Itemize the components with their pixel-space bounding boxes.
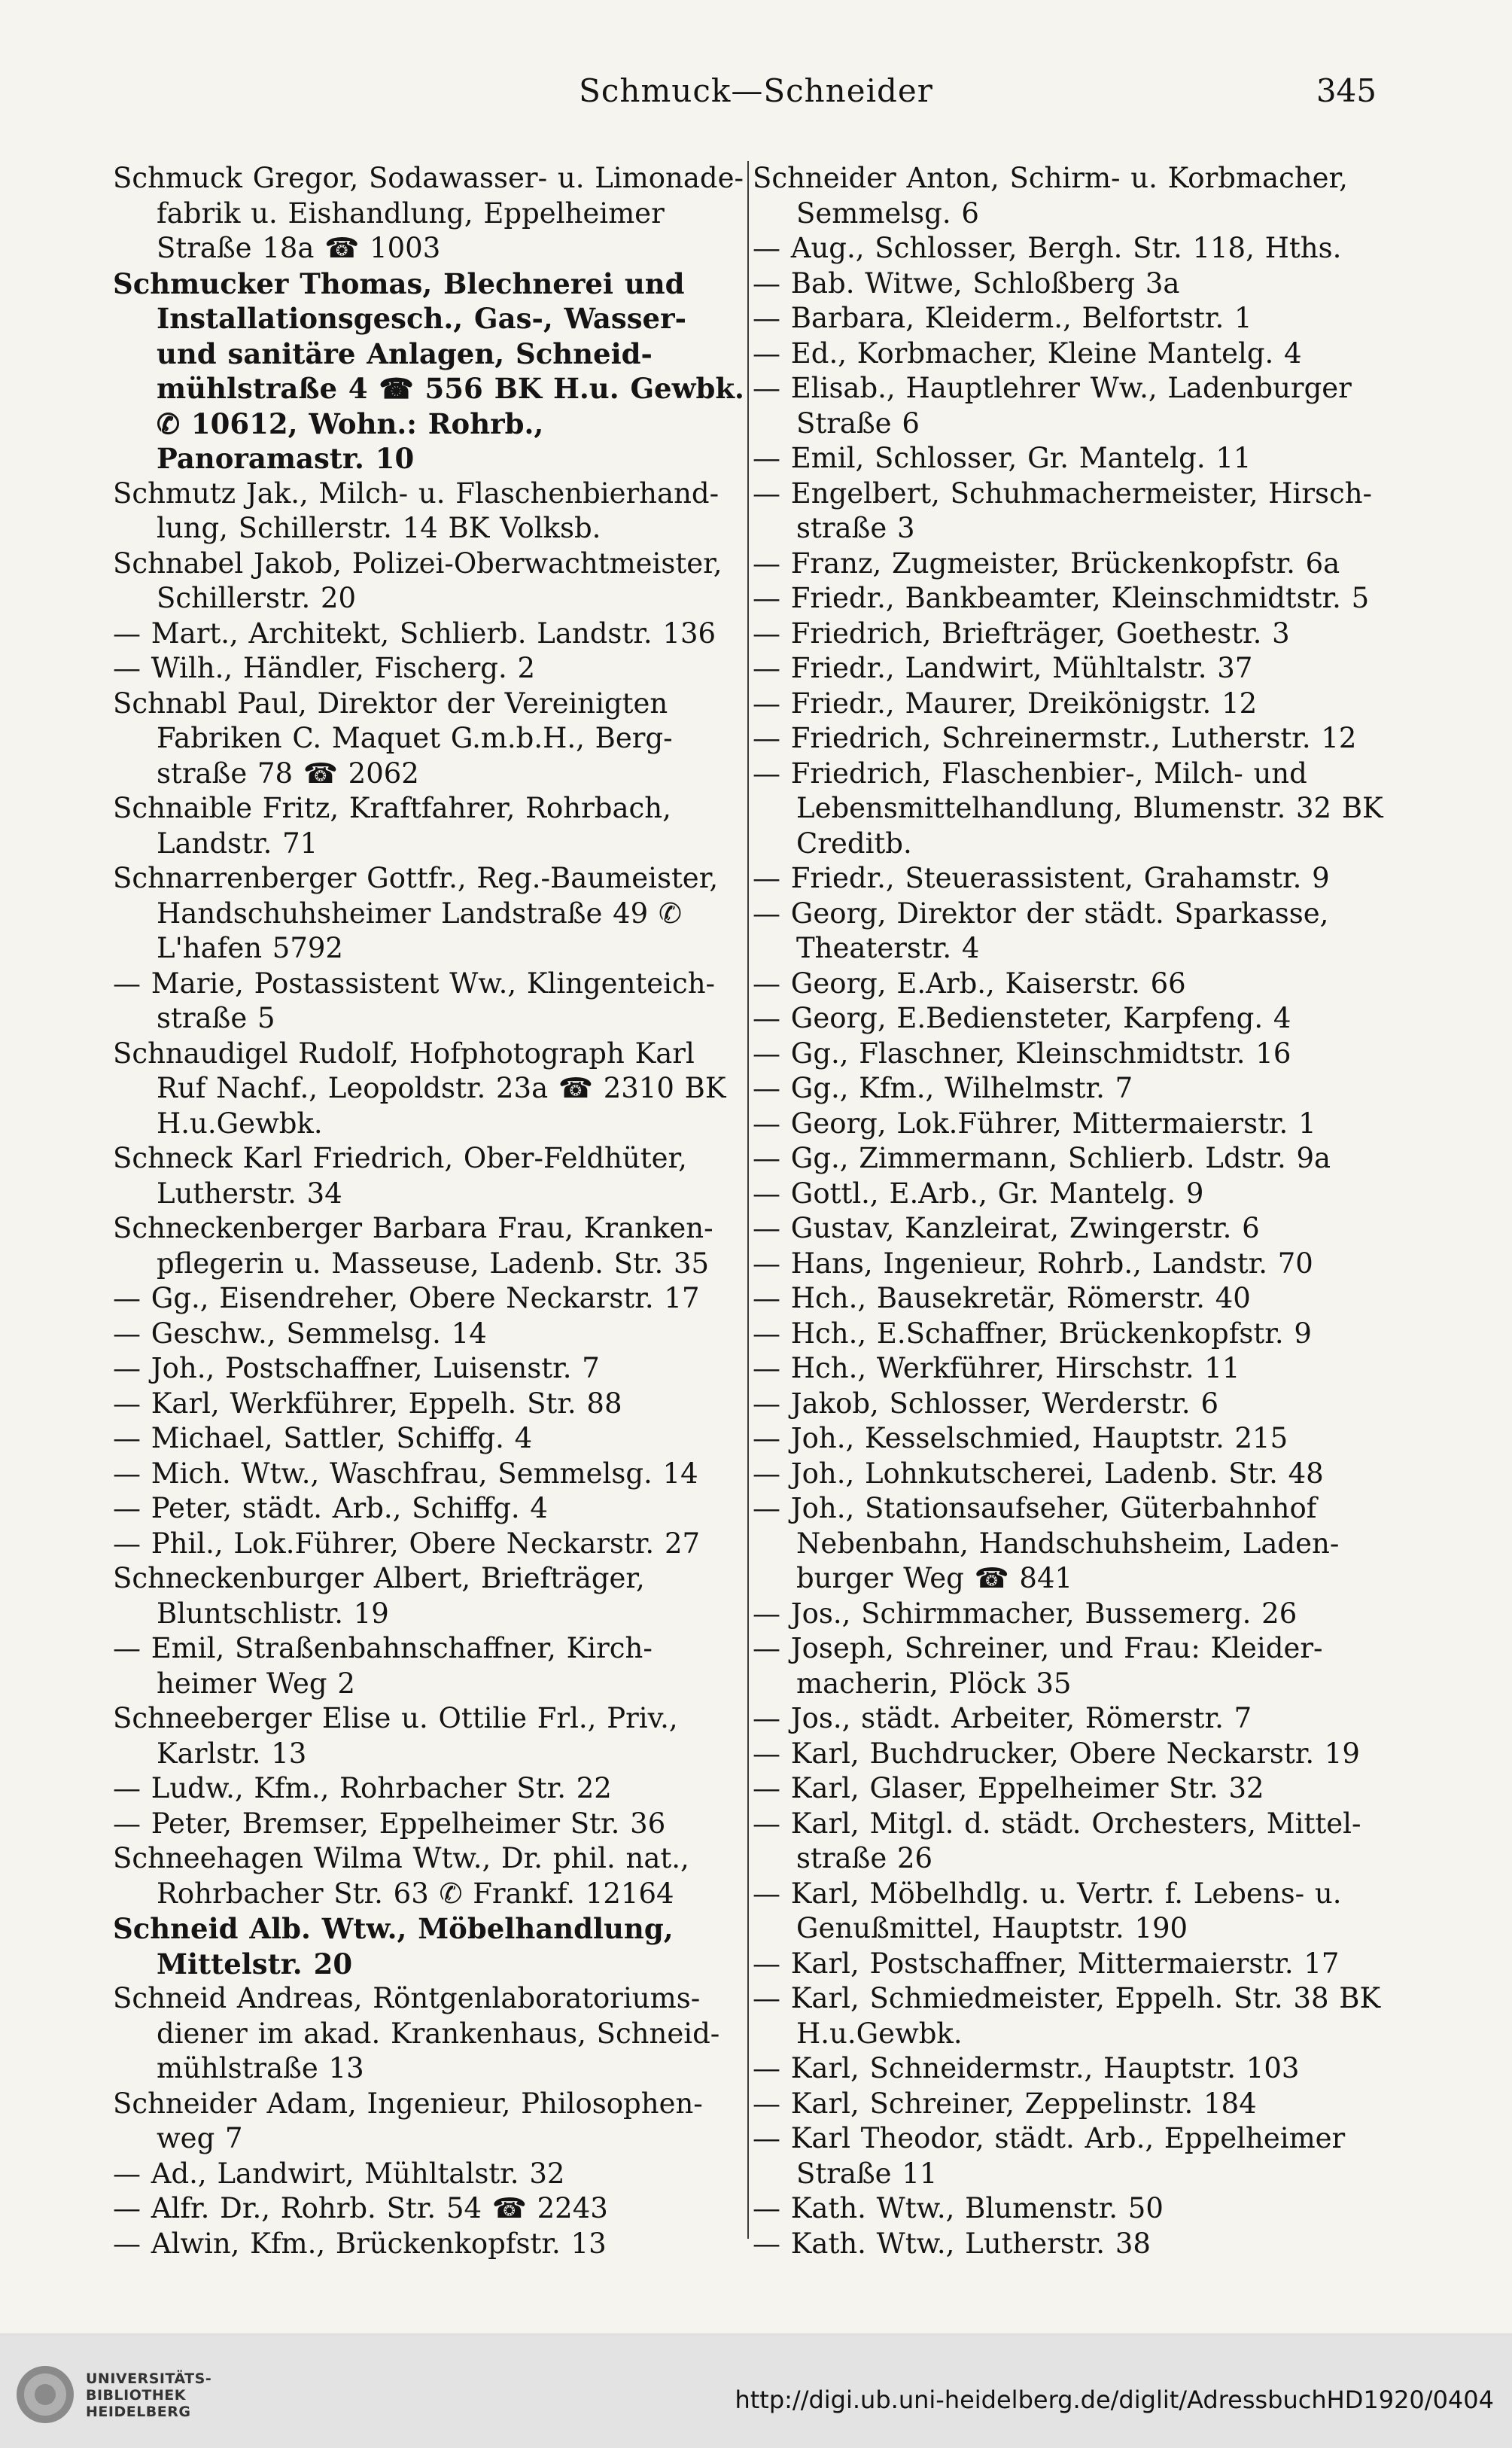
directory-entry: Schnabl Paul, Direktor der Vereinigten Fabriken C. Maquet G.m.b.H., Berg-straße 78 ☎ 2062 [113,687,673,790]
directory-entry: Schnabel Jakob, Polizei-Oberwachtmeister, Schillerstr. 20 [113,547,723,614]
column-divider [747,161,749,2239]
directory-entry: — Geschw., Semmelsg. 14 [113,1317,487,1350]
directory-entry: — Wilh., Händler, Fischerg. 2 [113,652,536,684]
directory-entry: — Karl, Schneidermstr., Hauptstr. 103 [753,2052,1300,2084]
directory-entry: — Joh., Postschaffner, Luisenstr. 7 [113,1352,600,1384]
directory-entry: — Gg., Kfm., Wilhelmstr. 7 [753,1072,1133,1104]
directory-entry: — Joh., Lohnkutscherei, Ladenb. Str. 48 [753,1457,1324,1490]
directory-entry: — Peter, Bremser, Eppelheimer Str. 36 [113,1807,666,1840]
directory-entry: — Karl Theodor, städt. Arb., Eppelheimer Straße 11 [753,2122,1346,2190]
directory-entry: Schneider Adam, Ingenieur, Philosophen-weg 7 [113,2087,703,2154]
directory-entry: — Emil, Straßenbahnschaffner, Kirch-heimer Weg 2 [113,1632,653,1700]
directory-entry: — Georg, E.Bediensteter, Karpfeng. 4 [753,1002,1291,1034]
directory-entry: — Aug., Schlosser, Bergh. Str. 118, Hths. [753,232,1342,264]
directory-entry: Schnaible Fritz, Kraftfahrer, Rohrbach, Landstr. 71 [113,792,671,860]
directory-entry: Schneid Andreas, Röntgenlaboratoriums-diener im akad. Krankenhaus, Schneid-mühlstraße 13 [113,1982,720,2084]
directory-entry: — Jos., städt. Arbeiter, Römerstr. 7 [753,1702,1252,1734]
directory-entry: Schneeberger Elise u. Ottilie Frl., Priv., Karlstr. 13 [113,1702,678,1770]
directory-entry: — Gg., Eisendreher, Obere Neckarstr. 17 [113,1282,700,1314]
directory-entry: Schmuck Gregor, Sodawasser- u. Limonade-fabrik u. Eishandlung, Eppelheimer Straße 18a ☎ 1003 [113,162,744,264]
directory-entry: — Michael, Sattler, Schiffg. 4 [113,1422,533,1454]
directory-entry: Schneehagen Wilma Wtw., Dr. phil. nat., Rohrbacher Str. 63 ✆ Frankf. 12164 [113,1842,689,1910]
directory-entry: — Karl, Schreiner, Zeppelinstr. 184 [753,2087,1257,2120]
directory-entry: — Gg., Zimmermann, Schlierb. Ldstr. 9a [753,1142,1331,1174]
institution-line: UNIVERSITÄTS- [86,2370,212,2387]
institution-line: HEIDELBERG [86,2404,191,2420]
directory-entry: — Jakob, Schlosser, Werderstr. 6 [753,1387,1218,1420]
directory-entry: — Karl, Buchdrucker, Obere Neckarstr. 19 [753,1737,1360,1770]
directory-entry: — Friedr., Bankbeamter, Kleinschmidtstr. 5 [753,582,1370,614]
source-url[interactable]: http://digi.ub.uni-heidelberg.de/diglit/AdressbuchHD1920/0404 [735,2386,1494,2414]
university-seal-icon [15,2364,75,2425]
directory-entry: — Mich. Wtw., Waschfrau, Semmelsg. 14 [113,1457,698,1490]
directory-entry: — Joseph, Schreiner, und Frau: Kleider-macherin, Plöck 35 [753,1632,1323,1700]
directory-entry: — Friedr., Maurer, Dreikönigstr. 12 [753,687,1258,720]
right-column [753,161,1392,2261]
directory-entry: — Friedr., Landwirt, Mühltalstr. 37 [753,652,1253,684]
directory-entry: — Barbara, Kleiderm., Belfortstr. 1 [753,302,1252,334]
directory-entry: — Mart., Architekt, Schlierb. Landstr. 136 [113,617,716,650]
directory-entry: Schneckenburger Albert, Briefträger, Bluntschlistr. 19 [113,1562,645,1630]
directory-entry: — Gottl., E.Arb., Gr. Mantelg. 9 [753,1177,1204,1210]
directory-entry: Schneck Karl Friedrich, Ober-Feldhüter, Lutherstr. 34 [113,1142,687,1210]
directory-entry: — Elisab., Hauptlehrer Ww., Ladenburger Straße 6 [753,372,1352,440]
directory-entry: — Karl, Mitgl. d. städt. Orchesters, Mittel-straße 26 [753,1807,1361,1874]
directory-entry: Schmucker Thomas, Blechnerei und Installationsgesch., Gas-, Wasser- und sanitäre Anlagen, Schneid-mühlstraße 4 ☎ 556 BK H.u. Gewbk. ✆ 10612, Wohn.: Rohrb., Panoramastr. 10 [113,266,744,475]
directory-entry: — Friedrich, Briefträger, Goethestr. 3 [753,617,1290,650]
directory-entry: Schnaudigel Rudolf, Hofphotograph Karl Ruf Nachf., Leopoldstr. 23a ☎ 2310 BK H.u.Gewbk. [113,1037,726,1140]
directory-entry: — Marie, Postassistent Ww., Klingenteich-straße 5 [113,967,716,1034]
directory-entry: — Phil., Lok.Führer, Obere Neckarstr. 27 [113,1527,701,1560]
directory-entry: Schneckenberger Barbara Frau, Kranken-pflegerin u. Masseuse, Ladenb. Str. 35 [113,1212,713,1280]
directory-entry: — Friedrich, Schreinermstr., Lutherstr. 12 [753,722,1357,754]
directory-entry: — Friedrich, Flaschenbier-, Milch- und Lebensmittelhandlung, Blumenstr. 32 BK Creditb. [753,757,1383,860]
directory-entry: — Ludw., Kfm., Rohrbacher Str. 22 [113,1772,612,1804]
institution-line: BIBLIOTHEK [86,2387,186,2404]
directory-entry: — Karl, Postschaffner, Mittermaierstr. 17 [753,1947,1340,1980]
directory-entry: — Engelbert, Schuhmachermeister, Hirsch-straße 3 [753,477,1373,544]
directory-entry: — Gg., Flaschner, Kleinschmidtstr. 16 [753,1037,1291,1070]
directory-entry: — Georg, Lok.Führer, Mittermaierstr. 1 [753,1107,1316,1140]
directory-entry: — Karl, Glaser, Eppelheimer Str. 32 [753,1772,1264,1804]
directory-entry: — Emil, Schlosser, Gr. Mantelg. 11 [753,442,1252,474]
directory-entry: Schmutz Jak., Milch- u. Flaschenbierhand-lung, Schillerstr. 14 BK Volksb. [113,477,719,544]
directory-entry: — Hch., E.Schaffner, Brückenkopfstr. 9 [753,1317,1312,1350]
institution-name [86,2370,211,2420]
directory-entry: Schneider Anton, Schirm- u. Korbmacher, Semmelsg. 6 [753,162,1348,230]
directory-entry: — Karl, Möbelhdlg. u. Vertr. f. Lebens- u. Genußmittel, Hauptstr. 190 [753,1877,1342,1944]
footer-bar [0,2334,1512,2448]
directory-entry: Schnarrenberger Gottfr., Reg.-Baumeister, Handschuhsheimer Landstraße 49 ✆ L'hafen 5792 [113,862,719,964]
directory-entry: — Hch., Bausekretär, Römerstr. 40 [753,1282,1251,1314]
directory-entry: — Alfr. Dr., Rohrb. Str. 54 ☎ 2243 [113,2192,608,2224]
directory-entry: — Joh., Stationsaufseher, Güterbahnhof Nebenbahn, Handschuhsheim, Laden-burger Weg ☎ 841 [753,1492,1340,1594]
directory-entry: — Franz, Zugmeister, Brückenkopfstr. 6a [753,547,1340,580]
directory-entry: — Kath. Wtw., Lutherstr. 38 [753,2227,1151,2260]
directory-entry: — Joh., Kesselschmied, Hauptstr. 215 [753,1422,1288,1454]
left-column [113,161,745,2261]
directory-entry: — Georg, Direktor der städt. Sparkasse, Theaterstr. 4 [753,897,1329,964]
directory-entry: — Karl, Werkführer, Eppelh. Str. 88 [113,1387,622,1420]
directory-entry: — Alwin, Kfm., Brückenkopfstr. 13 [113,2227,607,2260]
directory-entry: — Peter, städt. Arb., Schiffg. 4 [113,1492,548,1524]
page-number: 345 [1316,72,1377,109]
directory-entry: — Friedr., Steuerassistent, Grahamstr. 9 [753,862,1330,894]
directory-entry: — Gustav, Kanzleirat, Zwingerstr. 6 [753,1212,1260,1244]
directory-entry: — Jos., Schirmmacher, Bussemerg. 26 [753,1597,1298,1630]
directory-entry: — Kath. Wtw., Blumenstr. 50 [753,2192,1164,2224]
directory-entry: — Hans, Ingenieur, Rohrb., Landstr. 70 [753,1247,1313,1280]
directory-entry: — Georg, E.Arb., Kaiserstr. 66 [753,967,1186,1000]
directory-entry: — Ad., Landwirt, Mühltalstr. 32 [113,2157,565,2190]
page-header-title: Schmuck—Schneider [579,72,933,109]
directory-entry: — Bab. Witwe, Schloßberg 3a [753,266,1180,300]
directory-entry: Schneid Alb. Wtw., Möbelhandlung, Mittelstr. 20 [113,1912,674,1981]
directory-entry: — Karl, Schmiedmeister, Eppelh. Str. 38 BK H.u.Gewbk. [753,1982,1381,2050]
directory-entry: — Hch., Werkführer, Hirschstr. 11 [753,1352,1240,1384]
directory-entry: — Ed., Korbmacher, Kleine Mantelg. 4 [753,336,1302,370]
